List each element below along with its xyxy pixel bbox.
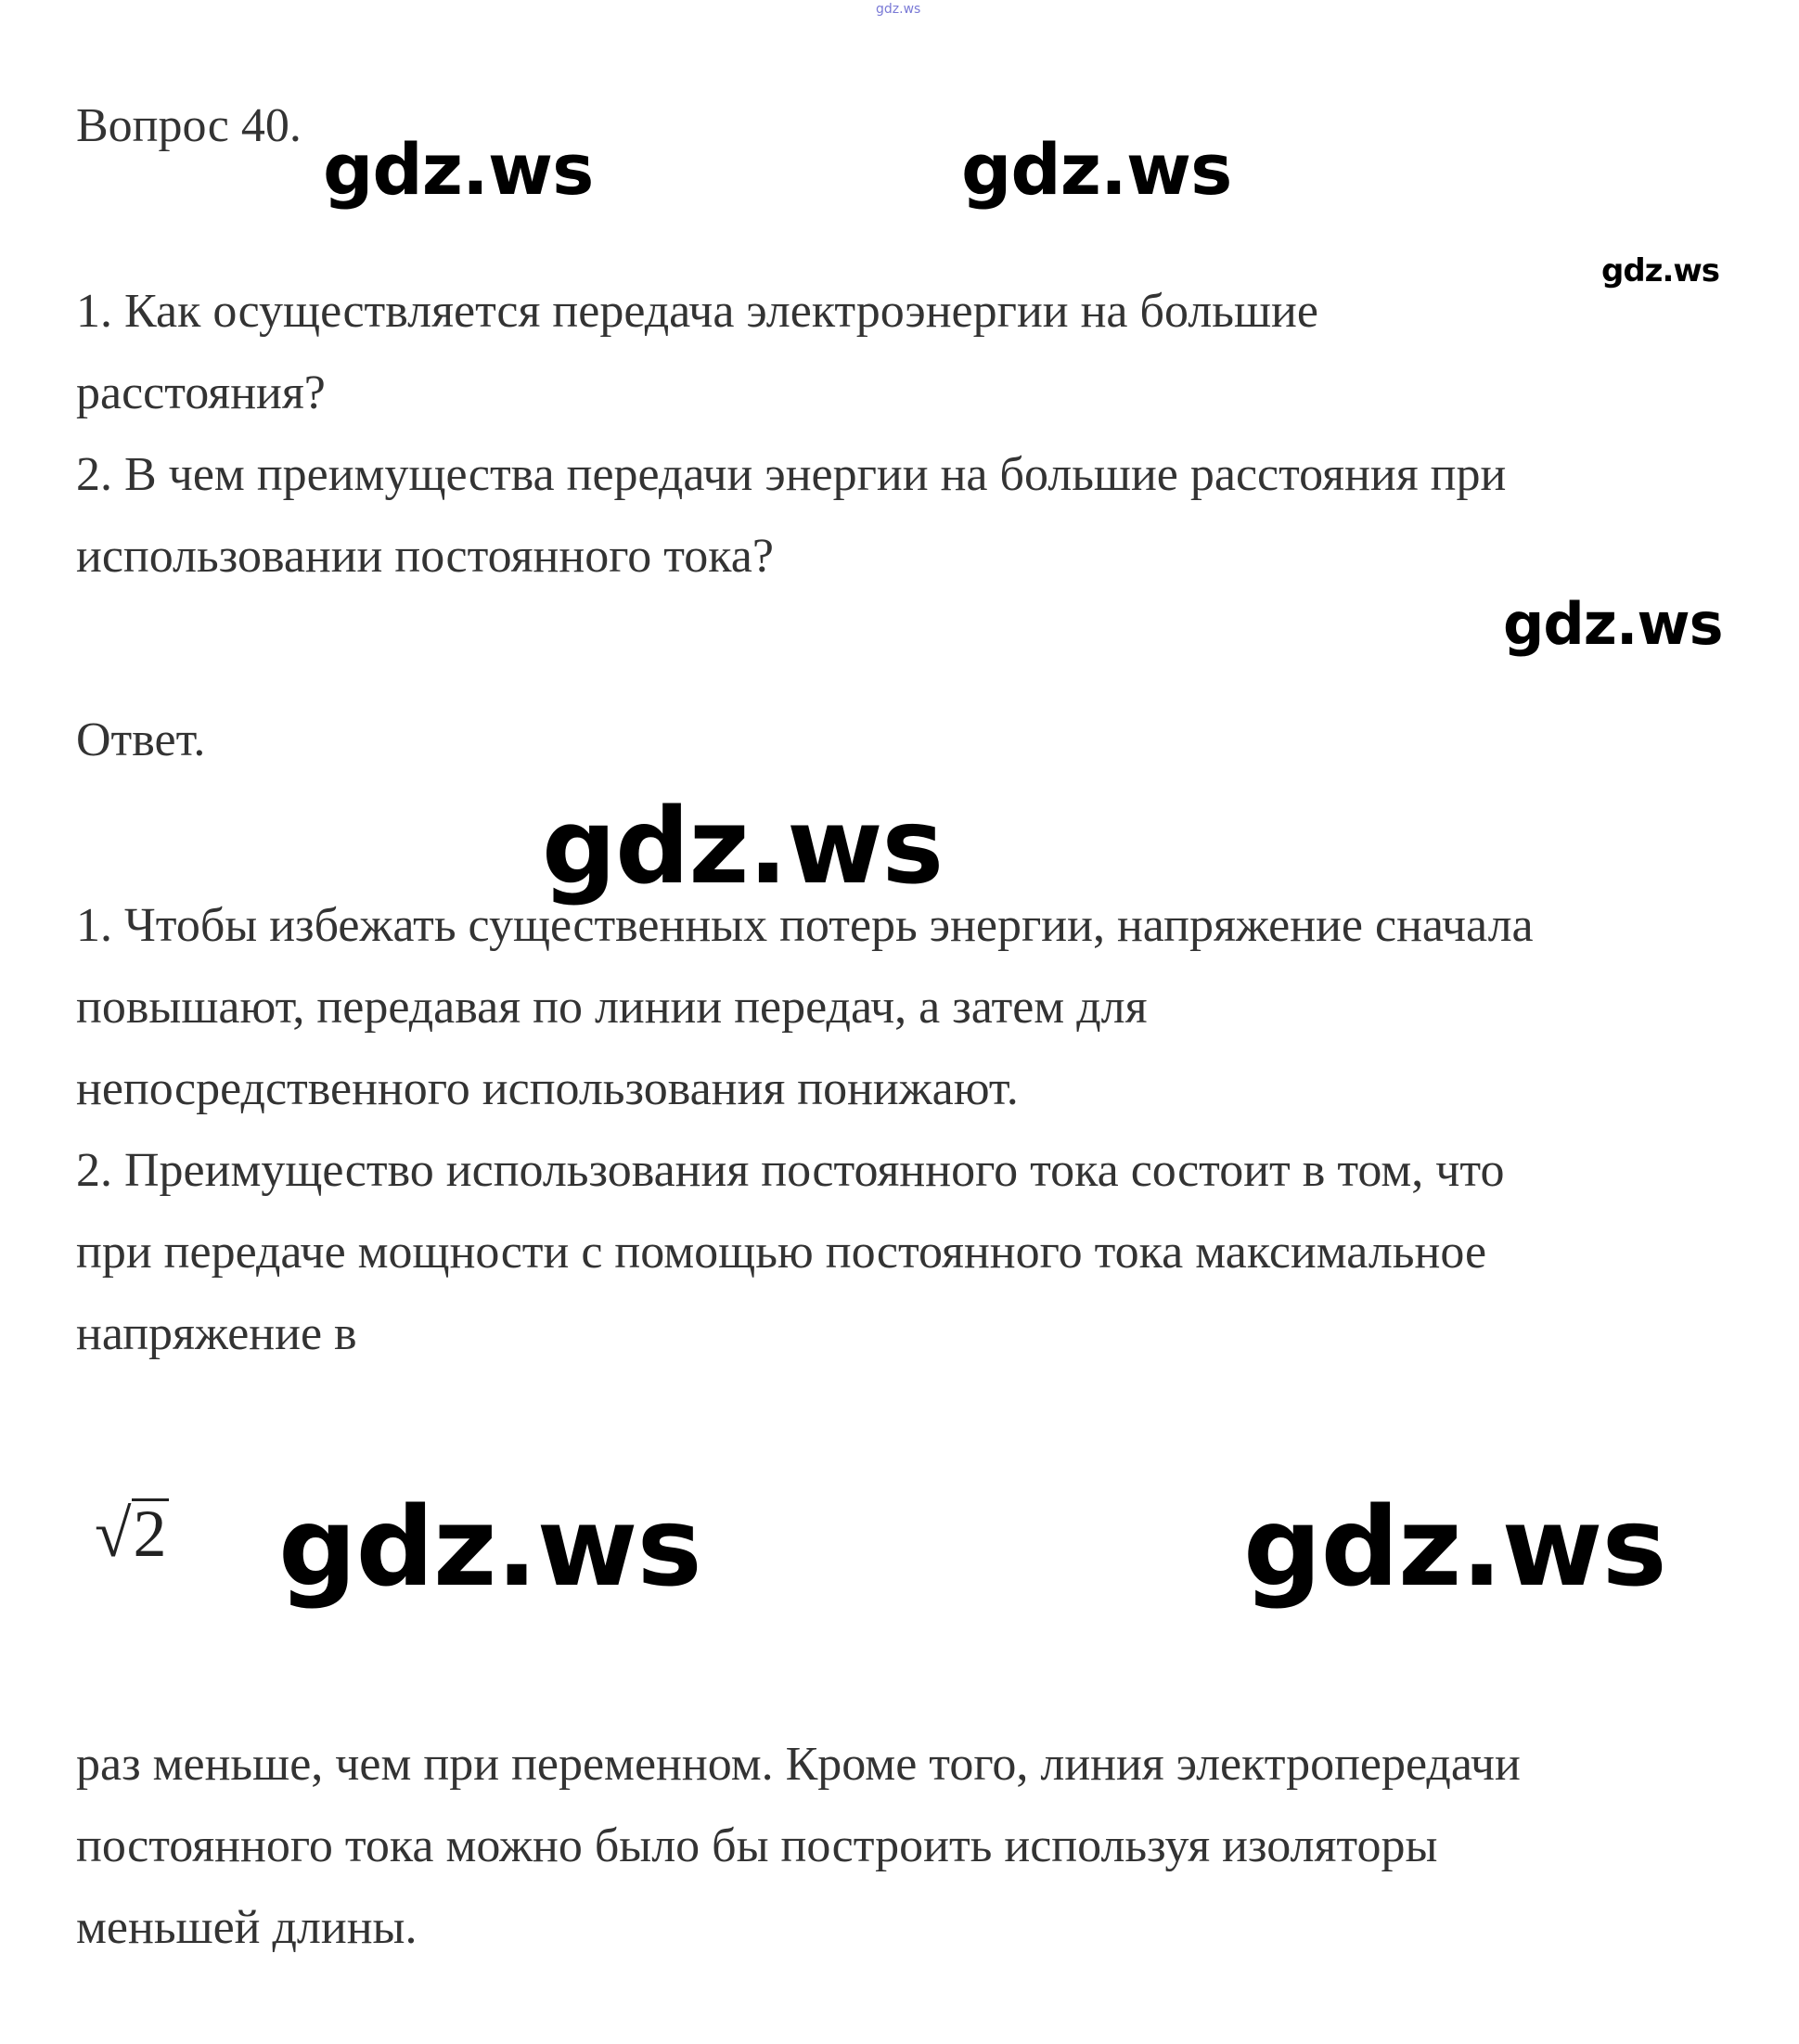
watermark-top-small: gdz.ws xyxy=(876,2,921,17)
question-line: использовании постоянного тока? xyxy=(76,530,774,583)
answer-line: при передаче мощности с помощью постоянного тока максимальное xyxy=(76,1226,1487,1279)
question-line: 1. Как осуществляется передача электроэнергии на большие xyxy=(76,285,1318,338)
answer-line: непосредственного использования понижают. xyxy=(76,1062,1019,1115)
question-title: Вопрос 40. xyxy=(76,99,302,152)
answer-line: 2. Преимущество использования постоянного тока состоит в том, что xyxy=(76,1144,1505,1197)
watermark: gdz.ws xyxy=(323,128,594,211)
answer-line: повышают, передавая по линии передач, а затем для xyxy=(76,981,1148,1034)
radicand: 2 xyxy=(133,1497,167,1571)
watermark: gdz.ws xyxy=(1503,590,1723,658)
question-line: 2. В чем преимущества передачи энергии на большие расстояния при xyxy=(76,448,1507,501)
watermark: gdz.ws xyxy=(1601,252,1720,289)
answer-title: Ответ. xyxy=(76,713,206,766)
sqrt-two-formula xyxy=(95,1496,169,1573)
radical-sign: √ xyxy=(95,1497,132,1571)
answer-line: 1. Чтобы избежать существенных потерь энергии, напряжение сначала xyxy=(76,899,1534,952)
answer-line: раз меньше, чем при переменном. Кроме того, линия электропередачи xyxy=(76,1738,1521,1791)
answer-line: меньшей длины. xyxy=(76,1901,418,1954)
answer-line: напряжение в xyxy=(76,1307,357,1360)
watermark: gdz.ws xyxy=(961,128,1232,211)
watermark: gdz.ws xyxy=(278,1483,701,1611)
question-line: расстояния? xyxy=(76,366,326,419)
watermark: gdz.ws xyxy=(542,787,944,907)
answer-line: постоянного тока можно было бы построить используя изоляторы xyxy=(76,1819,1438,1872)
watermark: gdz.ws xyxy=(1243,1483,1666,1611)
